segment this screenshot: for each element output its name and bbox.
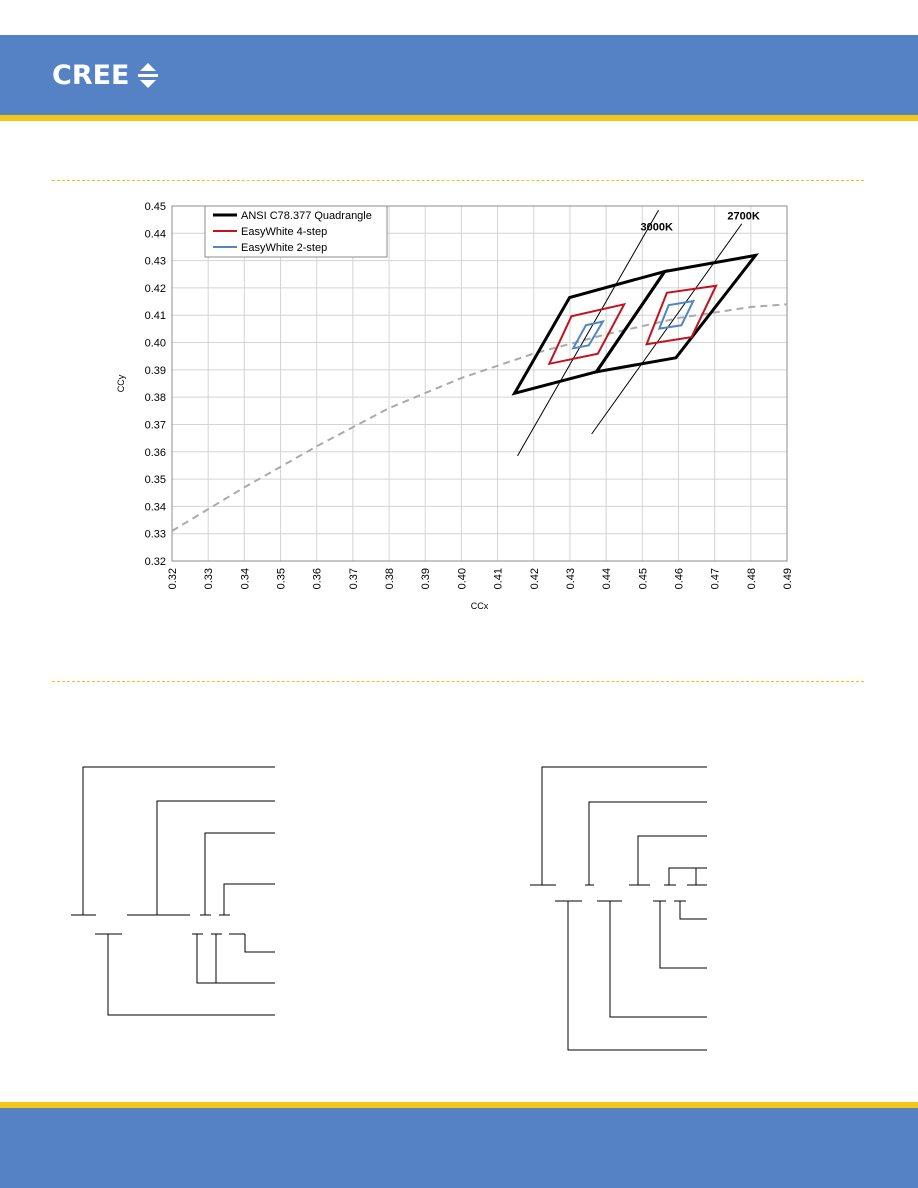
y-tick-label: 0.38 bbox=[144, 392, 166, 405]
bin-quadrangle bbox=[573, 322, 603, 349]
chromaticity-chart bbox=[100, 196, 800, 616]
chart-svg bbox=[100, 196, 800, 616]
logo-text: CREE bbox=[52, 60, 130, 91]
y-tick-label: 0.32 bbox=[144, 556, 166, 568]
y-tick-label: 0.37 bbox=[144, 419, 166, 432]
x-tick-label: 0.49 bbox=[782, 568, 794, 590]
x-tick-label: 0.48 bbox=[745, 568, 758, 590]
page-header bbox=[0, 0, 918, 124]
x-tick-label: 0.47 bbox=[709, 568, 722, 590]
y-tick-label: 0.43 bbox=[144, 255, 166, 268]
y-tick-label: 0.39 bbox=[144, 364, 166, 377]
y-tick-label: 0.45 bbox=[144, 201, 166, 213]
x-axis-label: CCx bbox=[470, 601, 489, 611]
y-tick-label: 0.35 bbox=[144, 474, 166, 487]
x-tick-label: 0.35 bbox=[275, 568, 288, 590]
y-tick-label: 0.40 bbox=[144, 337, 166, 350]
header-accent-stripe bbox=[0, 115, 918, 121]
y-tick-label: 0.34 bbox=[144, 501, 166, 514]
planckian-locus-line bbox=[172, 304, 787, 531]
y-axis-label: CCy bbox=[116, 374, 126, 393]
y-tick-label: 0.41 bbox=[144, 310, 166, 323]
cct-annotation-label: 2700K bbox=[727, 210, 760, 223]
x-tick-label: 0.32 bbox=[167, 568, 179, 590]
x-tick-label: 0.41 bbox=[492, 568, 505, 590]
cree-logo-mark-icon bbox=[136, 61, 160, 91]
section-divider-top bbox=[52, 180, 864, 181]
left-leader-diagram bbox=[71, 767, 275, 1015]
plot-area-frame bbox=[172, 206, 787, 561]
x-tick-label: 0.44 bbox=[601, 568, 614, 590]
legend-entry-label: EasyWhite 2-step bbox=[241, 242, 328, 254]
x-tick-label: 0.36 bbox=[311, 568, 324, 590]
x-tick-label: 0.40 bbox=[456, 568, 469, 590]
x-tick-label: 0.34 bbox=[239, 568, 252, 590]
cct-isotherm-line bbox=[592, 221, 742, 434]
dimension-leader-diagrams bbox=[0, 760, 918, 1060]
y-tick-label: 0.44 bbox=[144, 228, 166, 241]
x-tick-label: 0.33 bbox=[203, 568, 216, 590]
x-tick-label: 0.39 bbox=[420, 568, 433, 590]
x-tick-label: 0.46 bbox=[673, 568, 686, 590]
section-divider-bottom bbox=[52, 681, 864, 682]
x-tick-label: 0.37 bbox=[347, 568, 360, 590]
y-tick-label: 0.33 bbox=[144, 528, 166, 541]
right-leader-diagram bbox=[530, 767, 707, 1050]
cree-logo bbox=[52, 60, 160, 92]
footer-band bbox=[0, 1108, 918, 1188]
cct-annotation-label: 3000K bbox=[640, 221, 673, 234]
cct-isotherm-line bbox=[517, 210, 658, 456]
x-tick-label: 0.43 bbox=[564, 568, 577, 590]
x-tick-label: 0.38 bbox=[384, 568, 397, 590]
x-tick-label: 0.45 bbox=[637, 568, 650, 590]
legend-entry-label: ANSI C78.377 Quadrangle bbox=[241, 210, 372, 222]
legend-entry-label: EasyWhite 4-step bbox=[241, 226, 328, 238]
y-tick-label: 0.42 bbox=[144, 282, 166, 295]
y-tick-label: 0.36 bbox=[144, 446, 166, 459]
x-tick-label: 0.42 bbox=[528, 568, 541, 590]
